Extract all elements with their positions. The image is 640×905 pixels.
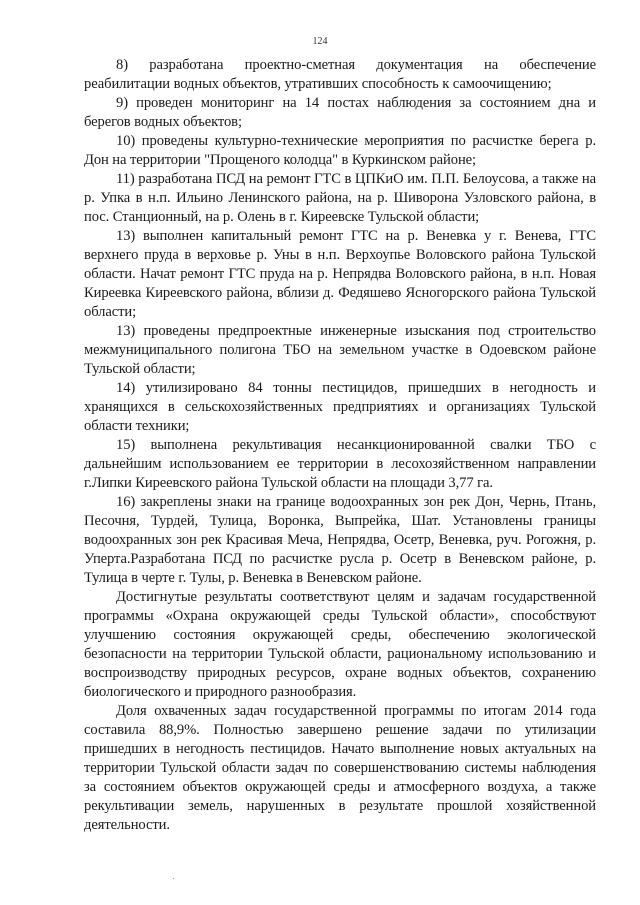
paragraph-item-11: 11) разработана ПСД на ремонт ГТС в ЦПКиО им. П.П. Белоусова, а также на р. Упка в н.п. Ильино Ленинского района, на р. Шиворона Узловского района, в пос. Станционный, на р. Олень в г. Киреевске Тульской области;: [84, 171, 596, 225]
paragraph-item-9: 9) проведен мониторинг на 14 постах наблюдения за состоянием дна и берегов водных объектов;: [84, 95, 596, 130]
paragraph-item-15: 15) выполнена рекультивация несанкционированной свалки ТБО с дальнейшим использованием ее территории в лесохозяйственном направлении г.Липки Киреевского района Тульской области на площади 3,77 га.: [84, 437, 596, 491]
paragraph-results: Достигнутые результаты соответствуют целям и задачам государственной программы «Охрана окружающей среды Тульской области», способствуют улучшению состояния окружающей среды, обеспечению экологической безопасности на территории Тульской области, рациональному использованию и воспроизводству природных ресурсов, охране водных объектов, сохранению биологического и природного разнообразия.: [84, 589, 596, 700]
paragraph-item-14: 14) утилизировано 84 тонны пестицидов, пришедших в негодность и хранящихся в сельскохозяйственных предприятиях и организациях Тульской области техники;: [84, 380, 596, 434]
paragraph-item-10: 10) проведены культурно-технические мероприятия по расчистке берега р. Дон на территории "Прощеного колодца" в Куркинском районе;: [84, 133, 596, 168]
paragraph-item-8: 8) разработана проектно-сметная документация на обеспечение реабилитации водных объектов, утративших способность к самоочищению;: [84, 57, 596, 92]
paragraph-item-16: 16) закреплены знаки на границе водоохранных зон рек Дон, Чернь, Птань, Песочня, Турдей, Тулица, Воронка, Выпрейка, Шат. Установлены границы водоохранных зон рек Красивая Меча, Непрядва, Осетр, Веневка, руч. Рогожня, р. Уперта.Разработана ПСД по расчистке русла р. Осетр в Веневском районе, р. Тулица в черте г. Тулы, р. Веневка в Веневском районе.: [84, 494, 596, 586]
scan-speck: [173, 878, 174, 879]
document-body: [84, 56, 596, 835]
paragraph-item-13-repair: 13) выполнен капитальный ремонт ГТС на р. Веневка у г. Венева, ГТС верхнего пруда в верховье р. Уны в н.п. Верхоупье Воловского района Тульской области. Начат ремонт ГТС пруда на р. Непрядва Воловского района, в н.п. Новая Киреевка Киреевского района, вблизи д. Федяшево Ясногорского района Тульской области;: [84, 228, 596, 320]
paragraph-summary: Доля охваченных задач государственной программы по итогам 2014 года составила 88,9%. Полностью завершено решение задачи по утилизации пришедших в негодность пестицидов. Начато выполнение новых актуальных на территории Тульской области задач по совершенствованию системы наблюдения за состоянием объектов окружающей среды и атмосферного воздуха, а также рекультивации земель, нарушенных в результате прошлой хозяйственной деятельности.: [84, 703, 596, 833]
page-number: 124: [312, 36, 328, 47]
paragraph-item-13-survey: 13) проведены предпроектные инженерные изыскания под строительство межмуниципального полигона ТБО на земельном участке в Одоевском районе Тульской области;: [84, 323, 596, 377]
